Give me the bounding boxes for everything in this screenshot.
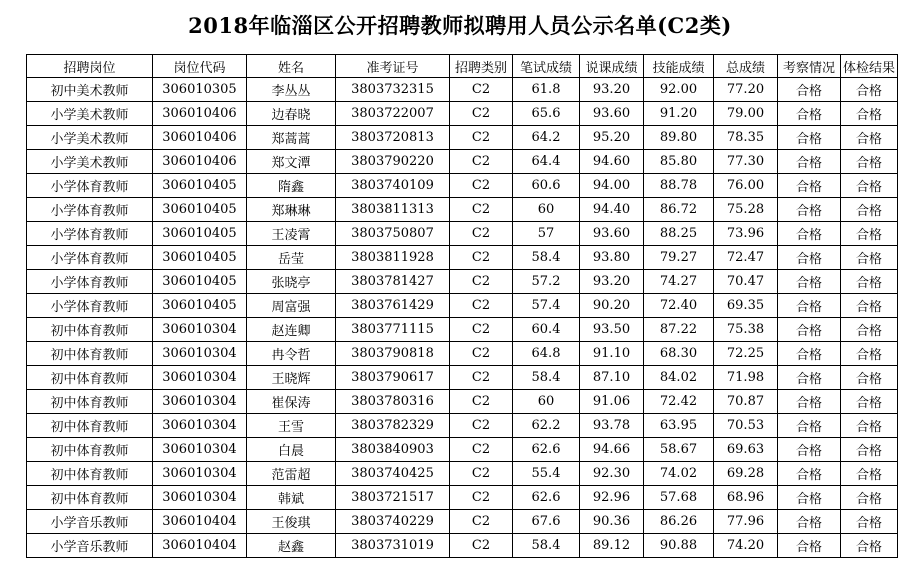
cell-name: 白晨 <box>247 438 336 462</box>
cell-total-score: 69.35 <box>714 294 778 318</box>
cell-skill-score: 72.42 <box>644 390 714 414</box>
cell-category: C2 <box>450 270 513 294</box>
cell-inspection: 合格 <box>778 294 841 318</box>
cell-category: C2 <box>450 174 513 198</box>
cell-lecture-score: 93.50 <box>580 318 644 342</box>
cell-medical: 合格 <box>841 294 898 318</box>
cell-exam-id: 3803771115 <box>336 318 450 342</box>
cell-category: C2 <box>450 246 513 270</box>
cell-category: C2 <box>450 78 513 102</box>
table-row <box>27 318 898 342</box>
cell-total-score: 70.87 <box>714 390 778 414</box>
cell-inspection: 合格 <box>778 366 841 390</box>
cell-skill-score: 92.00 <box>644 78 714 102</box>
cell-name: 郑蒿蒿 <box>247 126 336 150</box>
cell-inspection: 合格 <box>778 150 841 174</box>
table-header-row <box>27 55 898 78</box>
cell-position: 初中体育教师 <box>27 342 153 366</box>
cell-written-score: 61.8 <box>513 78 580 102</box>
cell-position-code: 306010406 <box>153 102 247 126</box>
cell-name: 范雷超 <box>247 462 336 486</box>
cell-name: 崔保涛 <box>247 390 336 414</box>
cell-skill-score: 84.02 <box>644 366 714 390</box>
cell-lecture-score: 94.40 <box>580 198 644 222</box>
cell-inspection: 合格 <box>778 78 841 102</box>
cell-position-code: 306010405 <box>153 174 247 198</box>
cell-exam-id: 3803790818 <box>336 342 450 366</box>
cell-category: C2 <box>450 126 513 150</box>
cell-position: 小学体育教师 <box>27 222 153 246</box>
cell-position-code: 306010304 <box>153 438 247 462</box>
cell-position: 小学体育教师 <box>27 270 153 294</box>
header-written-score: 笔试成绩 <box>513 55 580 78</box>
cell-skill-score: 88.25 <box>644 222 714 246</box>
cell-name: 王雪 <box>247 414 336 438</box>
cell-inspection: 合格 <box>778 198 841 222</box>
cell-skill-score: 79.27 <box>644 246 714 270</box>
cell-lecture-score: 94.60 <box>580 150 644 174</box>
header-position: 招聘岗位 <box>27 55 153 78</box>
cell-lecture-score: 87.10 <box>580 366 644 390</box>
cell-medical: 合格 <box>841 174 898 198</box>
cell-medical: 合格 <box>841 150 898 174</box>
cell-category: C2 <box>450 534 513 558</box>
cell-category: C2 <box>450 222 513 246</box>
cell-position-code: 306010304 <box>153 486 247 510</box>
cell-written-score: 55.4 <box>513 462 580 486</box>
cell-total-score: 77.20 <box>714 78 778 102</box>
cell-exam-id: 3803781427 <box>336 270 450 294</box>
table-row <box>27 462 898 486</box>
cell-exam-id: 3803840903 <box>336 438 450 462</box>
cell-medical: 合格 <box>841 222 898 246</box>
cell-exam-id: 3803740425 <box>336 462 450 486</box>
cell-written-score: 64.2 <box>513 126 580 150</box>
cell-skill-score: 87.22 <box>644 318 714 342</box>
cell-written-score: 60.4 <box>513 318 580 342</box>
cell-inspection: 合格 <box>778 342 841 366</box>
cell-total-score: 74.20 <box>714 534 778 558</box>
table-row <box>27 174 898 198</box>
cell-total-score: 75.38 <box>714 318 778 342</box>
cell-total-score: 71.98 <box>714 366 778 390</box>
cell-exam-id: 3803732315 <box>336 78 450 102</box>
roster-table <box>26 54 898 558</box>
cell-written-score: 62.6 <box>513 486 580 510</box>
cell-position: 小学体育教师 <box>27 174 153 198</box>
cell-category: C2 <box>450 150 513 174</box>
header-exam-id: 准考证号 <box>336 55 450 78</box>
table-row <box>27 390 898 414</box>
cell-exam-id: 3803731019 <box>336 534 450 558</box>
cell-skill-score: 68.30 <box>644 342 714 366</box>
cell-position-code: 306010406 <box>153 150 247 174</box>
cell-position: 小学美术教师 <box>27 126 153 150</box>
cell-position-code: 306010405 <box>153 294 247 318</box>
cell-skill-score: 91.20 <box>644 102 714 126</box>
header-inspection: 考察情况 <box>778 55 841 78</box>
cell-position: 小学美术教师 <box>27 102 153 126</box>
cell-written-score: 57.2 <box>513 270 580 294</box>
cell-skill-score: 58.67 <box>644 438 714 462</box>
cell-name: 岳莹 <box>247 246 336 270</box>
table-row <box>27 294 898 318</box>
cell-lecture-score: 94.66 <box>580 438 644 462</box>
cell-medical: 合格 <box>841 78 898 102</box>
cell-name: 张晓亭 <box>247 270 336 294</box>
cell-exam-id: 3803721517 <box>336 486 450 510</box>
cell-skill-score: 72.40 <box>644 294 714 318</box>
cell-skill-score: 85.80 <box>644 150 714 174</box>
cell-written-score: 58.4 <box>513 534 580 558</box>
cell-name: 王俊琪 <box>247 510 336 534</box>
cell-total-score: 69.28 <box>714 462 778 486</box>
cell-exam-id: 3803780316 <box>336 390 450 414</box>
cell-inspection: 合格 <box>778 414 841 438</box>
cell-medical: 合格 <box>841 486 898 510</box>
cell-medical: 合格 <box>841 102 898 126</box>
cell-total-score: 69.63 <box>714 438 778 462</box>
cell-written-score: 64.8 <box>513 342 580 366</box>
cell-medical: 合格 <box>841 510 898 534</box>
table-row <box>27 510 898 534</box>
cell-exam-id: 3803740109 <box>336 174 450 198</box>
table-row <box>27 414 898 438</box>
cell-position: 初中体育教师 <box>27 438 153 462</box>
cell-category: C2 <box>450 390 513 414</box>
cell-skill-score: 57.68 <box>644 486 714 510</box>
table-row <box>27 102 898 126</box>
cell-written-score: 60 <box>513 198 580 222</box>
cell-position: 初中美术教师 <box>27 78 153 102</box>
cell-exam-id: 3803722007 <box>336 102 450 126</box>
cell-total-score: 70.47 <box>714 270 778 294</box>
cell-medical: 合格 <box>841 438 898 462</box>
cell-name: 王凌霄 <box>247 222 336 246</box>
cell-skill-score: 86.26 <box>644 510 714 534</box>
cell-medical: 合格 <box>841 366 898 390</box>
cell-exam-id: 3803811928 <box>336 246 450 270</box>
header-position-code: 岗位代码 <box>153 55 247 78</box>
cell-position: 初中体育教师 <box>27 414 153 438</box>
cell-category: C2 <box>450 462 513 486</box>
cell-inspection: 合格 <box>778 486 841 510</box>
cell-position: 小学美术教师 <box>27 150 153 174</box>
cell-category: C2 <box>450 342 513 366</box>
table-row <box>27 78 898 102</box>
table-row <box>27 198 898 222</box>
cell-total-score: 70.53 <box>714 414 778 438</box>
cell-inspection: 合格 <box>778 510 841 534</box>
cell-medical: 合格 <box>841 390 898 414</box>
cell-written-score: 57.4 <box>513 294 580 318</box>
cell-exam-id: 3803720813 <box>336 126 450 150</box>
cell-position-code: 306010406 <box>153 126 247 150</box>
cell-position: 初中体育教师 <box>27 462 153 486</box>
cell-lecture-score: 90.20 <box>580 294 644 318</box>
cell-position-code: 306010304 <box>153 342 247 366</box>
cell-lecture-score: 93.60 <box>580 222 644 246</box>
cell-position-code: 306010304 <box>153 366 247 390</box>
cell-lecture-score: 89.12 <box>580 534 644 558</box>
cell-inspection: 合格 <box>778 534 841 558</box>
cell-exam-id: 3803790220 <box>336 150 450 174</box>
cell-lecture-score: 90.36 <box>580 510 644 534</box>
cell-position-code: 306010405 <box>153 270 247 294</box>
cell-lecture-score: 91.10 <box>580 342 644 366</box>
cell-name: 赵连卿 <box>247 318 336 342</box>
cell-medical: 合格 <box>841 414 898 438</box>
cell-name: 韩斌 <box>247 486 336 510</box>
table-row <box>27 222 898 246</box>
cell-lecture-score: 92.30 <box>580 462 644 486</box>
cell-written-score: 64.4 <box>513 150 580 174</box>
cell-position: 小学体育教师 <box>27 198 153 222</box>
cell-position: 初中体育教师 <box>27 390 153 414</box>
cell-medical: 合格 <box>841 126 898 150</box>
cell-written-score: 60 <box>513 390 580 414</box>
header-total-score: 总成绩 <box>714 55 778 78</box>
cell-position: 初中体育教师 <box>27 318 153 342</box>
cell-position-code: 306010304 <box>153 414 247 438</box>
cell-lecture-score: 94.00 <box>580 174 644 198</box>
header-name: 姓名 <box>247 55 336 78</box>
header-lecture-score: 说课成绩 <box>580 55 644 78</box>
cell-category: C2 <box>450 198 513 222</box>
cell-position-code: 306010305 <box>153 78 247 102</box>
cell-name: 隋鑫 <box>247 174 336 198</box>
cell-exam-id: 3803740229 <box>336 510 450 534</box>
cell-category: C2 <box>450 366 513 390</box>
cell-total-score: 79.00 <box>714 102 778 126</box>
cell-exam-id: 3803790617 <box>336 366 450 390</box>
cell-category: C2 <box>450 510 513 534</box>
header-category: 招聘类别 <box>450 55 513 78</box>
cell-name: 周富强 <box>247 294 336 318</box>
cell-skill-score: 88.78 <box>644 174 714 198</box>
cell-skill-score: 63.95 <box>644 414 714 438</box>
cell-medical: 合格 <box>841 198 898 222</box>
cell-name: 郑文潭 <box>247 150 336 174</box>
cell-skill-score: 86.72 <box>644 198 714 222</box>
cell-category: C2 <box>450 294 513 318</box>
table-row <box>27 438 898 462</box>
cell-skill-score: 74.27 <box>644 270 714 294</box>
cell-inspection: 合格 <box>778 222 841 246</box>
cell-inspection: 合格 <box>778 174 841 198</box>
cell-category: C2 <box>450 486 513 510</box>
cell-lecture-score: 95.20 <box>580 126 644 150</box>
cell-name: 边春晓 <box>247 102 336 126</box>
cell-total-score: 76.00 <box>714 174 778 198</box>
cell-inspection: 合格 <box>778 102 841 126</box>
cell-category: C2 <box>450 414 513 438</box>
table-row <box>27 126 898 150</box>
cell-medical: 合格 <box>841 246 898 270</box>
cell-name: 赵鑫 <box>247 534 336 558</box>
cell-written-score: 60.6 <box>513 174 580 198</box>
cell-category: C2 <box>450 438 513 462</box>
cell-inspection: 合格 <box>778 126 841 150</box>
cell-position-code: 306010304 <box>153 462 247 486</box>
cell-position: 初中体育教师 <box>27 366 153 390</box>
cell-skill-score: 74.02 <box>644 462 714 486</box>
table-body <box>27 78 898 558</box>
cell-skill-score: 89.80 <box>644 126 714 150</box>
header-skill-score: 技能成绩 <box>644 55 714 78</box>
cell-total-score: 73.96 <box>714 222 778 246</box>
cell-inspection: 合格 <box>778 270 841 294</box>
cell-position-code: 306010404 <box>153 510 247 534</box>
table-row <box>27 486 898 510</box>
cell-written-score: 62.2 <box>513 414 580 438</box>
cell-name: 郑琳琳 <box>247 198 336 222</box>
cell-exam-id: 3803782329 <box>336 414 450 438</box>
cell-lecture-score: 93.80 <box>580 246 644 270</box>
cell-total-score: 77.96 <box>714 510 778 534</box>
cell-medical: 合格 <box>841 342 898 366</box>
cell-position: 小学体育教师 <box>27 246 153 270</box>
cell-exam-id: 3803761429 <box>336 294 450 318</box>
cell-total-score: 75.28 <box>714 198 778 222</box>
table-row <box>27 366 898 390</box>
table-row <box>27 534 898 558</box>
cell-written-score: 58.4 <box>513 366 580 390</box>
cell-medical: 合格 <box>841 318 898 342</box>
cell-lecture-score: 93.60 <box>580 102 644 126</box>
cell-inspection: 合格 <box>778 246 841 270</box>
cell-medical: 合格 <box>841 462 898 486</box>
cell-medical: 合格 <box>841 534 898 558</box>
cell-name: 李丛丛 <box>247 78 336 102</box>
table-row <box>27 270 898 294</box>
cell-exam-id: 3803750807 <box>336 222 450 246</box>
cell-lecture-score: 93.20 <box>580 270 644 294</box>
cell-written-score: 58.4 <box>513 246 580 270</box>
cell-skill-score: 90.88 <box>644 534 714 558</box>
table-row <box>27 246 898 270</box>
cell-written-score: 67.6 <box>513 510 580 534</box>
header-medical: 体检结果 <box>841 55 898 78</box>
cell-position: 初中体育教师 <box>27 486 153 510</box>
cell-position: 小学音乐教师 <box>27 534 153 558</box>
cell-position: 小学音乐教师 <box>27 510 153 534</box>
document-title: 2018年临淄区公开招聘教师拟聘用人员公示名单(C2类) <box>188 13 732 38</box>
cell-exam-id: 3803811313 <box>336 198 450 222</box>
cell-inspection: 合格 <box>778 318 841 342</box>
cell-inspection: 合格 <box>778 462 841 486</box>
cell-lecture-score: 93.78 <box>580 414 644 438</box>
cell-written-score: 62.6 <box>513 438 580 462</box>
cell-category: C2 <box>450 102 513 126</box>
cell-total-score: 72.47 <box>714 246 778 270</box>
cell-name: 冉令哲 <box>247 342 336 366</box>
cell-lecture-score: 91.06 <box>580 390 644 414</box>
cell-total-score: 72.25 <box>714 342 778 366</box>
cell-written-score: 65.6 <box>513 102 580 126</box>
cell-lecture-score: 92.96 <box>580 486 644 510</box>
cell-position-code: 306010304 <box>153 318 247 342</box>
table-row <box>27 342 898 366</box>
cell-position-code: 306010405 <box>153 246 247 270</box>
cell-name: 王晓辉 <box>247 366 336 390</box>
cell-medical: 合格 <box>841 270 898 294</box>
cell-total-score: 78.35 <box>714 126 778 150</box>
cell-position-code: 306010404 <box>153 534 247 558</box>
cell-total-score: 68.96 <box>714 486 778 510</box>
cell-lecture-score: 93.20 <box>580 78 644 102</box>
cell-position-code: 306010405 <box>153 222 247 246</box>
table-row <box>27 150 898 174</box>
cell-category: C2 <box>450 318 513 342</box>
cell-written-score: 57 <box>513 222 580 246</box>
cell-position-code: 306010405 <box>153 198 247 222</box>
cell-inspection: 合格 <box>778 438 841 462</box>
cell-total-score: 77.30 <box>714 150 778 174</box>
cell-position-code: 306010304 <box>153 390 247 414</box>
cell-inspection: 合格 <box>778 390 841 414</box>
cell-position: 小学体育教师 <box>27 294 153 318</box>
